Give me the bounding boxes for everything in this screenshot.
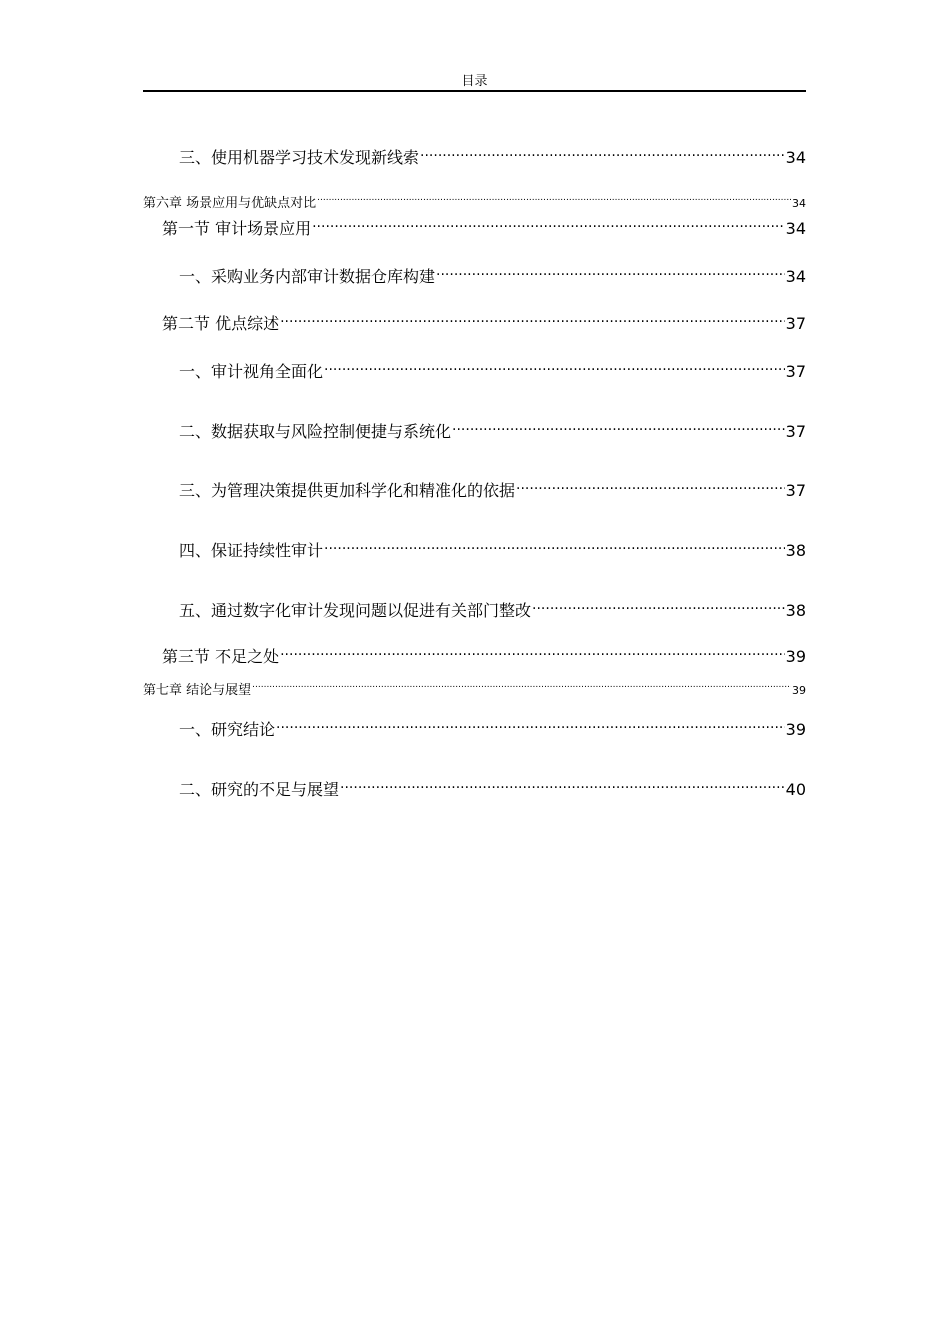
toc-chapter-entry[interactable] — [143, 676, 806, 698]
toc-entry-label: 五、通过数字化审计发现问题以促进有关部门整改 — [179, 601, 532, 620]
toc-entry-label: 第三节 不足之处 — [162, 647, 280, 666]
toc-entry-page: 38 — [785, 541, 806, 560]
toc-entry-label: 第六章 场景应用与优缺点对比 — [143, 196, 317, 211]
toc-leader-dots — [436, 260, 785, 282]
toc-entry[interactable] — [179, 534, 806, 560]
toc-entry-label: 第二节 优点综述 — [162, 314, 280, 333]
toc-leader-dots — [324, 355, 785, 377]
toc-entry[interactable] — [179, 474, 806, 500]
toc-entry-page: 34 — [792, 197, 806, 210]
toc-entry-page: 40 — [785, 780, 806, 799]
toc-entry[interactable] — [179, 713, 806, 739]
toc-entry-label: 一、采购业务内部审计数据仓库构建 — [179, 267, 436, 286]
toc-entry[interactable] — [179, 594, 806, 620]
toc-entry-page: 37 — [785, 362, 806, 381]
toc-entry-page: 39 — [785, 720, 806, 739]
toc-leader-dots — [532, 594, 785, 616]
toc-leader-dots — [452, 415, 785, 437]
toc-entry-page: 34 — [785, 148, 806, 167]
page-header-title: 目录 — [461, 74, 488, 89]
toc-entry-page: 39 — [785, 647, 806, 666]
toc-entry-page: 37 — [785, 422, 806, 441]
toc-entry-label: 二、数据获取与风险控制便捷与系统化 — [179, 422, 452, 441]
toc-entry-label: 三、使用机器学习技术发现新线索 — [179, 148, 420, 167]
toc-leader-dots — [312, 212, 785, 234]
toc-entry-label: 第七章 结论与展望 — [143, 683, 252, 698]
toc-entry[interactable] — [179, 141, 806, 167]
toc-section-entry[interactable] — [162, 307, 806, 333]
toc-leader-dots — [252, 676, 791, 694]
toc-leader-dots — [340, 773, 785, 795]
toc-chapter-entry[interactable] — [143, 189, 806, 211]
toc-entry-label: 一、审计视角全面化 — [179, 362, 324, 381]
toc-entry-label: 第一节 审计场景应用 — [162, 219, 312, 238]
toc-section-entry[interactable] — [162, 640, 806, 666]
toc-leader-dots — [324, 534, 785, 556]
toc-entry[interactable] — [179, 355, 806, 381]
toc-entry-page: 34 — [785, 219, 806, 238]
toc-leader-dots — [420, 141, 785, 163]
toc-entry-label: 四、保证持续性审计 — [179, 541, 324, 560]
toc-entry[interactable] — [179, 773, 806, 799]
toc-entry-label: 三、为管理决策提供更加科学化和精准化的依据 — [179, 481, 516, 500]
toc-leader-dots — [276, 713, 785, 735]
toc-entry-page: 39 — [792, 684, 806, 697]
toc-entry[interactable] — [179, 260, 806, 286]
toc-entry-page: 37 — [785, 314, 806, 333]
toc-entry-page: 34 — [785, 267, 806, 286]
toc-leader-dots — [280, 640, 785, 662]
toc-entry-label: 二、研究的不足与展望 — [179, 780, 340, 799]
toc-entry-page: 38 — [785, 601, 806, 620]
toc-entry-page: 37 — [785, 481, 806, 500]
toc-section-entry[interactable] — [162, 212, 806, 238]
toc-entry[interactable] — [179, 415, 806, 441]
toc-entry-label: 一、研究结论 — [179, 720, 276, 739]
toc-leader-dots — [317, 189, 791, 207]
toc-leader-dots — [516, 474, 785, 496]
toc-leader-dots — [280, 307, 785, 329]
